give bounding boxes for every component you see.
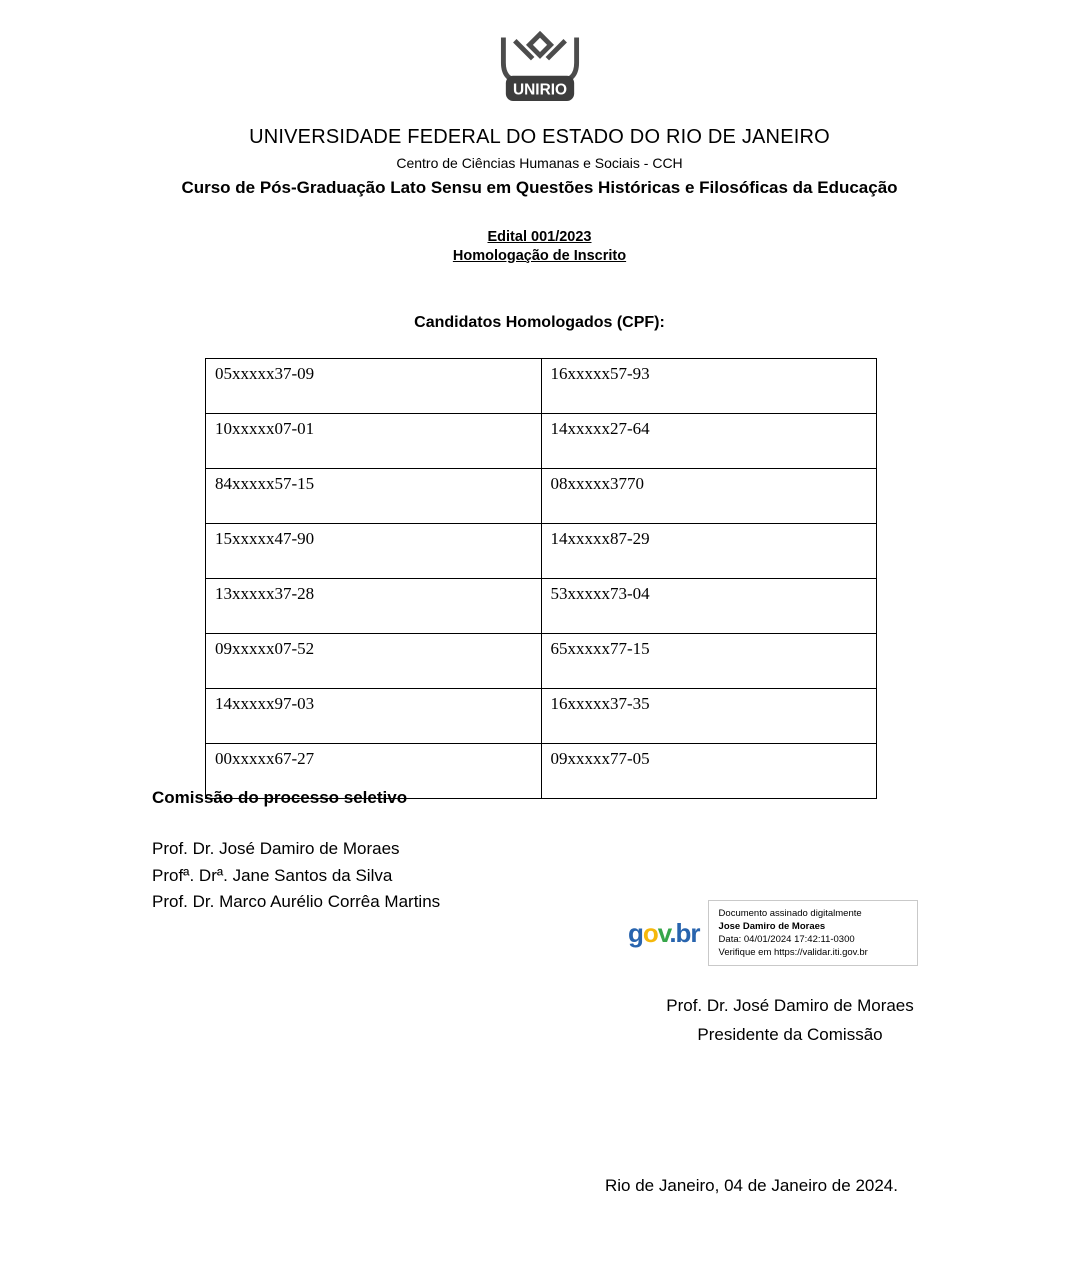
commission-title: Comissão do processo seletivo: [152, 788, 408, 807]
unirio-logo: [0, 30, 1079, 120]
commission-member: Profª. Drª. Jane Santos da Silva: [152, 866, 393, 885]
cpf-cell: 13xxxxx37-28: [206, 579, 542, 634]
digital-signature-stamp: [628, 900, 918, 966]
table-row: [206, 579, 877, 634]
cpf-cell: 09xxxxx07-52: [206, 634, 542, 689]
table-row: [206, 524, 877, 579]
commission-member: Prof. Dr. José Damiro de Moraes: [152, 839, 400, 858]
table-row: [206, 469, 877, 524]
document-subtitle: Homologação de Inscrito: [452, 248, 627, 264]
cpf-cell: 14xxxxx87-29: [541, 524, 877, 579]
cpf-cell: 14xxxxx97-03: [206, 689, 542, 744]
signer-name: Prof. Dr. José Damiro de Moraes: [666, 996, 914, 1015]
table-row: [206, 414, 877, 469]
edital-number: Edital 001/2023: [487, 229, 592, 245]
signer-block: [600, 992, 980, 1050]
cpf-cell: 08xxxxx3770: [541, 469, 877, 524]
govbr-logo-letter: g: [628, 918, 643, 949]
unirio-logo-icon: [479, 30, 601, 115]
signature-status: Documento assinado digitalmente: [718, 908, 862, 919]
cpf-cell: 00xxxxx67-27: [206, 744, 542, 799]
signature-date: Data: 04/01/2024 17:42:11-0300: [718, 934, 855, 946]
cpf-cell: 10xxxxx07-01: [206, 414, 542, 469]
unirio-logo-text: UNIRIO: [512, 81, 567, 99]
cpf-cell: 84xxxxx57-15: [206, 469, 542, 524]
cpf-cell: 65xxxxx77-15: [541, 634, 877, 689]
center-name: Centro de Ciências Humanas e Sociais - CCH: [396, 155, 683, 171]
table-row: [206, 359, 877, 414]
cpf-cell: 53xxxxx73-04: [541, 579, 877, 634]
table-row: [206, 689, 877, 744]
cpf-cell: 09xxxxx77-05: [541, 744, 877, 799]
signature-details: [708, 900, 918, 966]
govbr-logo-letter: .br: [669, 918, 700, 949]
commission-member: Prof. Dr. Marco Aurélio Corrêa Martins: [152, 892, 441, 911]
signer-role: Presidente da Comissão: [697, 1024, 883, 1044]
university-title: UNIVERSIDADE FEDERAL DO ESTADO DO RIO DE JANEIRO: [249, 126, 830, 148]
cpf-cell: 16xxxxx57-93: [541, 359, 877, 414]
cpf-cell: 14xxxxx27-64: [541, 414, 877, 469]
candidates-title: Candidatos Homologados (CPF):: [414, 314, 665, 331]
place-and-date: Rio de Janeiro, 04 de Janeiro de 2024.: [605, 1176, 898, 1195]
cpf-cell: 15xxxxx47-90: [206, 524, 542, 579]
cpf-cell: 16xxxxx37-35: [541, 689, 877, 744]
course-title: Curso de Pós-Graduação Lato Sensu em Questões Históricas e Filosóficas da Educação: [181, 178, 898, 197]
govbr-logo-letter: v: [657, 918, 670, 949]
govbr-logo-letter: o: [642, 918, 658, 949]
govbr-logo: [628, 918, 700, 949]
cpf-cell: 05xxxxx37-09: [206, 359, 542, 414]
signature-verify-url: Verifique em https://validar.iti.gov.br: [718, 947, 868, 959]
candidates-table: [205, 358, 877, 799]
table-row: [206, 634, 877, 689]
signature-name: Jose Damiro de Moraes: [718, 921, 826, 933]
